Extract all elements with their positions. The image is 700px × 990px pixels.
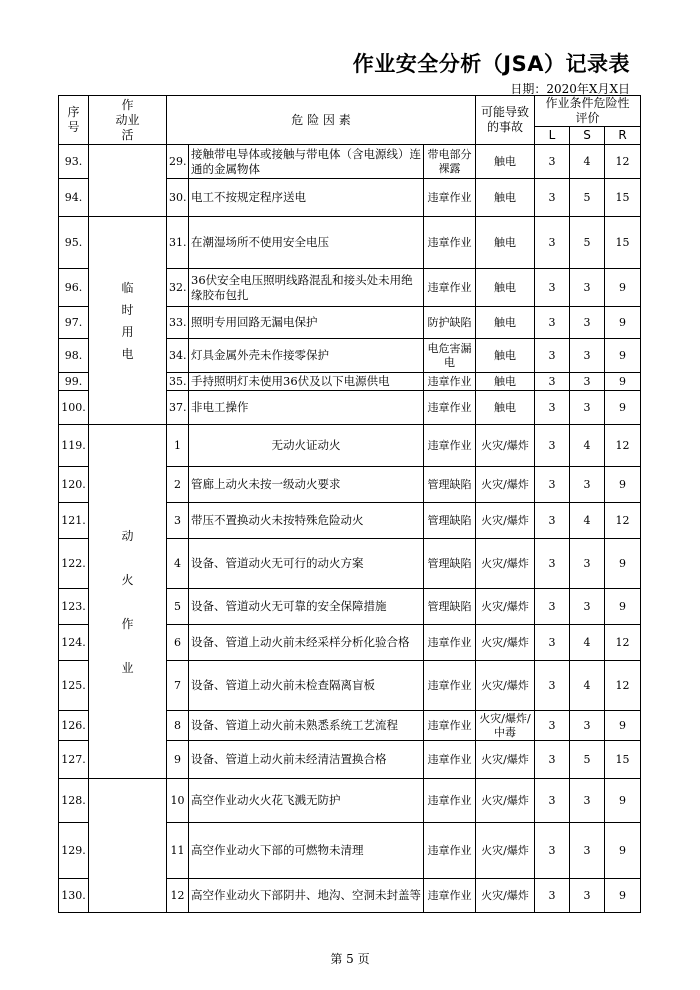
row-accident: 火灾/爆炸: [476, 539, 535, 589]
table-row: [59, 779, 641, 823]
row-seq: 129.: [59, 823, 89, 879]
header-activity: 作 动业 活: [89, 96, 167, 145]
row-risk: 高空作业动火火花飞溅无防护: [189, 779, 424, 823]
row-no: 4: [167, 539, 189, 589]
row-risk: 设备、管道上动火前未检查隔离盲板: [189, 661, 424, 711]
row-category: 违章作业: [424, 779, 476, 823]
row-category: 管理缺陷: [424, 467, 476, 503]
row-s: 3: [570, 879, 605, 913]
row-seq: 125.: [59, 661, 89, 711]
row-no: 31.: [167, 217, 189, 269]
row-r: 12: [605, 661, 641, 711]
row-s: 4: [570, 661, 605, 711]
row-accident: 火灾/爆炸/中毒: [476, 711, 535, 741]
row-accident: 触电: [476, 145, 535, 179]
row-seq: 100.: [59, 391, 89, 425]
row-no: 3: [167, 503, 189, 539]
row-no: 32.: [167, 269, 189, 307]
row-category: 带电部分裸露: [424, 145, 476, 179]
row-seq: 121.: [59, 503, 89, 539]
row-r: 15: [605, 217, 641, 269]
row-s: 3: [570, 711, 605, 741]
row-s: 4: [570, 425, 605, 467]
row-accident: 触电: [476, 179, 535, 217]
row-s: 3: [570, 339, 605, 373]
header-s: S: [570, 127, 605, 145]
row-no: 34.: [167, 339, 189, 373]
row-s: 4: [570, 503, 605, 539]
row-l: 3: [535, 425, 570, 467]
activity-group-2: 动 火 作 业: [89, 425, 167, 779]
row-accident: 火灾/爆炸: [476, 589, 535, 625]
row-s: 3: [570, 307, 605, 339]
row-r: 9: [605, 823, 641, 879]
row-accident: 火灾/爆炸: [476, 779, 535, 823]
row-r: 9: [605, 307, 641, 339]
row-no: 9: [167, 741, 189, 779]
row-s: 3: [570, 823, 605, 879]
row-seq: 122.: [59, 539, 89, 589]
row-no: 12: [167, 879, 189, 913]
row-seq: 124.: [59, 625, 89, 661]
row-category: 违章作业: [424, 625, 476, 661]
row-category: 违章作业: [424, 741, 476, 779]
row-category: 违章作业: [424, 879, 476, 913]
row-s: 3: [570, 373, 605, 391]
row-r: 12: [605, 503, 641, 539]
row-accident: 触电: [476, 391, 535, 425]
row-accident: 火灾/爆炸: [476, 879, 535, 913]
header-evaluation: 作业条件危险性 评价: [535, 96, 641, 127]
row-l: 3: [535, 145, 570, 179]
row-seq: 98.: [59, 339, 89, 373]
row-category: 违章作业: [424, 391, 476, 425]
row-r: 15: [605, 179, 641, 217]
row-s: 3: [570, 779, 605, 823]
row-l: 3: [535, 373, 570, 391]
table-row: [59, 217, 641, 269]
row-seq: 126.: [59, 711, 89, 741]
row-l: 3: [535, 711, 570, 741]
row-risk: 管廊上动火未按一级动火要求: [189, 467, 424, 503]
row-l: 3: [535, 879, 570, 913]
activity-group-0: [89, 145, 167, 217]
table-row: [59, 145, 641, 179]
row-s: 4: [570, 145, 605, 179]
row-s: 3: [570, 589, 605, 625]
row-category: 违章作业: [424, 823, 476, 879]
header-r: R: [605, 127, 641, 145]
row-seq: 99.: [59, 373, 89, 391]
header-accident: 可能导致 的事故: [476, 96, 535, 145]
row-seq: 127.: [59, 741, 89, 779]
row-accident: 触电: [476, 307, 535, 339]
row-risk: 高空作业动火下部的可燃物未清理: [189, 823, 424, 879]
document-title: 作业安全分析（JSA）记录表: [352, 52, 630, 76]
row-no: 35.: [167, 373, 189, 391]
row-accident: 火灾/爆炸: [476, 425, 535, 467]
row-seq: 130.: [59, 879, 89, 913]
row-risk: 手持照明灯未使用36伏及以下电源供电: [189, 373, 424, 391]
row-no: 6: [167, 625, 189, 661]
row-category: 违章作业: [424, 373, 476, 391]
row-r: 9: [605, 467, 641, 503]
row-risk: 灯具金属外壳未作接零保护: [189, 339, 424, 373]
row-s: 3: [570, 467, 605, 503]
row-seq: 93.: [59, 145, 89, 179]
table-row: [59, 425, 641, 467]
row-accident: 火灾/爆炸: [476, 467, 535, 503]
row-r: 9: [605, 711, 641, 741]
header-risk: 危 险 因 素: [167, 96, 476, 145]
row-seq: 95.: [59, 217, 89, 269]
activity-group-1: 临 时 用 电: [89, 217, 167, 425]
row-l: 3: [535, 823, 570, 879]
row-no: 37.: [167, 391, 189, 425]
row-accident: 触电: [476, 373, 535, 391]
row-risk: 带压不置换动火未按特殊危险动火: [189, 503, 424, 539]
row-accident: 火灾/爆炸: [476, 625, 535, 661]
row-seq: 119.: [59, 425, 89, 467]
row-seq: 128.: [59, 779, 89, 823]
row-s: 5: [570, 217, 605, 269]
row-r: 9: [605, 269, 641, 307]
row-l: 3: [535, 741, 570, 779]
row-s: 3: [570, 269, 605, 307]
row-r: 12: [605, 425, 641, 467]
row-category: 违章作业: [424, 217, 476, 269]
row-risk: 照明专用回路无漏电保护: [189, 307, 424, 339]
row-no: 1: [167, 425, 189, 467]
row-category: 违章作业: [424, 661, 476, 711]
row-seq: 123.: [59, 589, 89, 625]
row-no: 30.: [167, 179, 189, 217]
row-r: 9: [605, 779, 641, 823]
row-l: 3: [535, 339, 570, 373]
row-l: 3: [535, 179, 570, 217]
row-risk: 非电工操作: [189, 391, 424, 425]
row-r: 9: [605, 539, 641, 589]
row-l: 3: [535, 503, 570, 539]
row-seq: 96.: [59, 269, 89, 307]
row-r: 9: [605, 373, 641, 391]
row-category: 违章作业: [424, 179, 476, 217]
row-l: 3: [535, 217, 570, 269]
row-category: 违章作业: [424, 711, 476, 741]
row-l: 3: [535, 269, 570, 307]
row-no: 33.: [167, 307, 189, 339]
row-no: 8: [167, 711, 189, 741]
row-l: 3: [535, 539, 570, 589]
header-l: L: [535, 127, 570, 145]
header-seq: 序 号: [59, 96, 89, 145]
row-category: 管理缺陷: [424, 539, 476, 589]
row-accident: 触电: [476, 339, 535, 373]
row-category: 违章作业: [424, 269, 476, 307]
row-r: 12: [605, 145, 641, 179]
row-accident: 火灾/爆炸: [476, 823, 535, 879]
row-risk: 在潮湿场所不使用安全电压: [189, 217, 424, 269]
row-seq: 97.: [59, 307, 89, 339]
row-risk: 设备、管道上动火前未经清洁置换合格: [189, 741, 424, 779]
row-l: 3: [535, 625, 570, 661]
row-risk: 无动火证动火: [189, 425, 424, 467]
row-s: 5: [570, 179, 605, 217]
row-l: 3: [535, 307, 570, 339]
row-no: 10: [167, 779, 189, 823]
row-s: 5: [570, 741, 605, 779]
row-l: 3: [535, 589, 570, 625]
activity-group-3: [89, 779, 167, 913]
row-no: 7: [167, 661, 189, 711]
row-seq: 94.: [59, 179, 89, 217]
row-r: 9: [605, 589, 641, 625]
row-risk: 高空作业动火下部阴井、地沟、空洞未封盖等: [189, 879, 424, 913]
document-date: 日期：2020年X月X日: [510, 82, 630, 96]
row-risk: 36伏安全电压照明线路混乱和接头处未用绝缘胶布包扎: [189, 269, 424, 307]
row-no: 2: [167, 467, 189, 503]
row-category: 电危害漏电: [424, 339, 476, 373]
row-risk: 设备、管道动火无可靠的安全保障措施: [189, 589, 424, 625]
row-r: 9: [605, 339, 641, 373]
jsa-table: [58, 95, 641, 913]
row-l: 3: [535, 391, 570, 425]
row-risk: 设备、管道动火无可行的动火方案: [189, 539, 424, 589]
row-accident: 触电: [476, 269, 535, 307]
row-r: 15: [605, 741, 641, 779]
row-accident: 火灾/爆炸: [476, 661, 535, 711]
row-r: 9: [605, 879, 641, 913]
row-risk: 接触带电导体或接触与带电体（含电源线）连通的金属物体: [189, 145, 424, 179]
row-category: 管理缺陷: [424, 503, 476, 539]
row-category: 防护缺陷: [424, 307, 476, 339]
row-seq: 120.: [59, 467, 89, 503]
row-l: 3: [535, 467, 570, 503]
row-r: 12: [605, 625, 641, 661]
row-l: 3: [535, 779, 570, 823]
row-accident: 火灾/爆炸: [476, 503, 535, 539]
row-accident: 触电: [476, 217, 535, 269]
row-risk: 设备、管道上动火前未经采样分析化验合格: [189, 625, 424, 661]
row-category: 管理缺陷: [424, 589, 476, 625]
row-s: 3: [570, 539, 605, 589]
row-r: 9: [605, 391, 641, 425]
row-no: 29.: [167, 145, 189, 179]
row-no: 11: [167, 823, 189, 879]
row-s: 3: [570, 391, 605, 425]
row-l: 3: [535, 661, 570, 711]
row-s: 4: [570, 625, 605, 661]
row-accident: 火灾/爆炸: [476, 741, 535, 779]
row-no: 5: [167, 589, 189, 625]
page-number: 第 5 页: [330, 952, 370, 966]
row-risk: 电工不按规定程序送电: [189, 179, 424, 217]
row-risk: 设备、管道上动火前未熟悉系统工艺流程: [189, 711, 424, 741]
row-category: 违章作业: [424, 425, 476, 467]
